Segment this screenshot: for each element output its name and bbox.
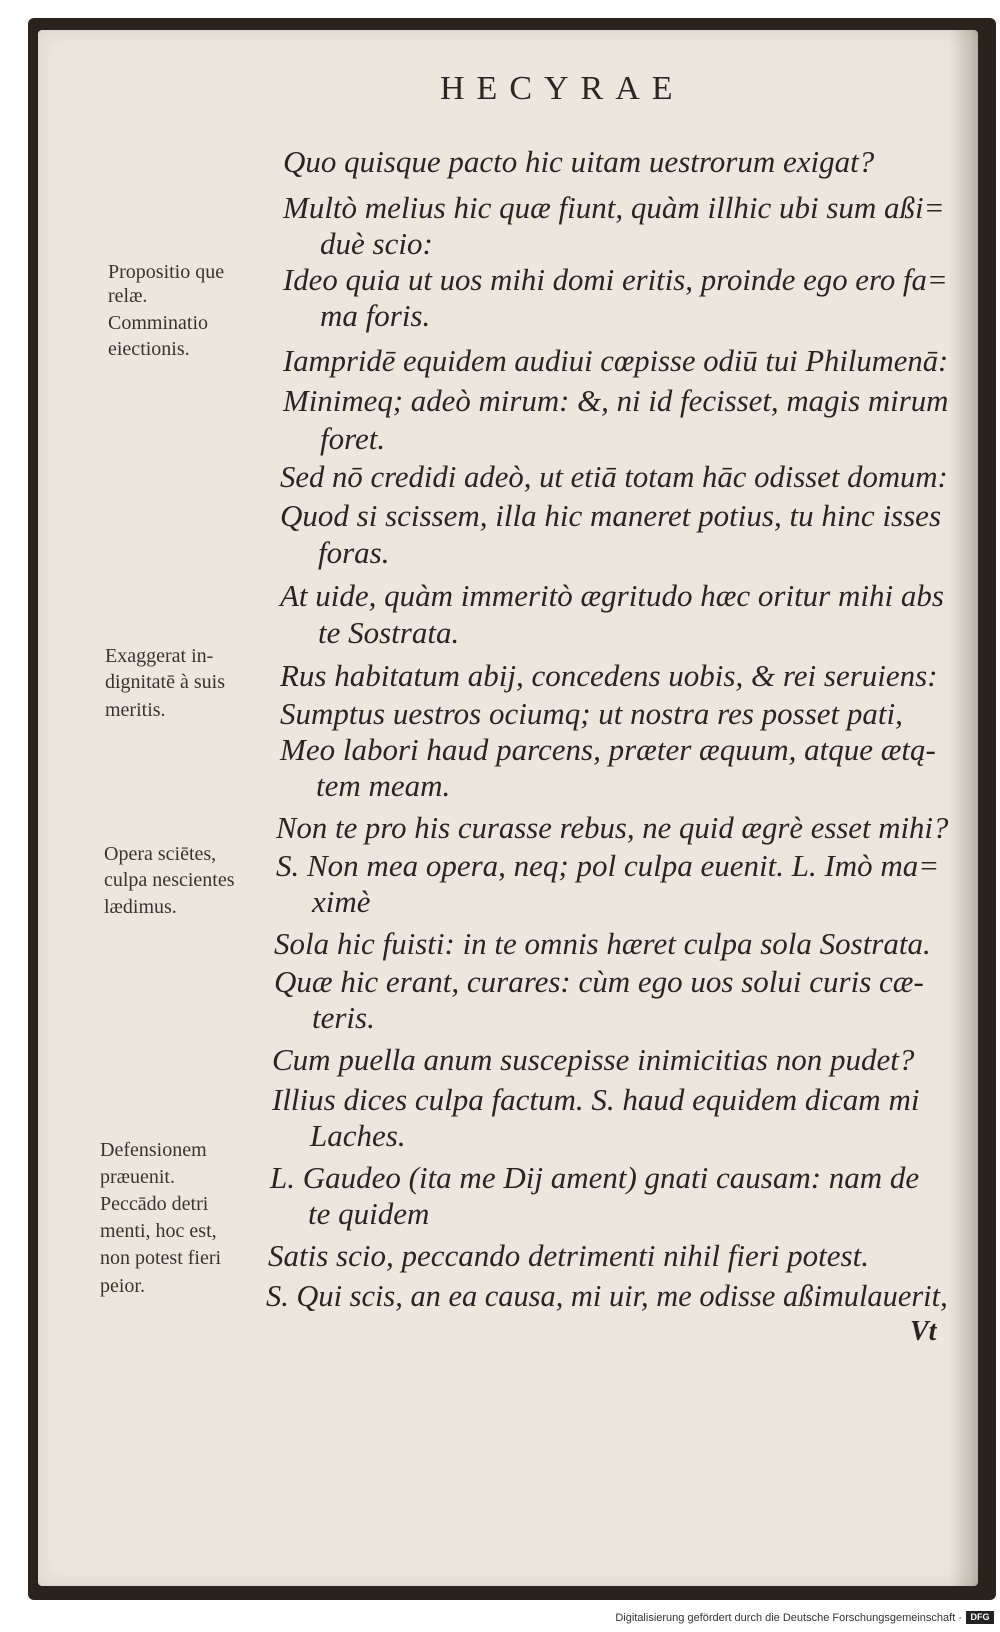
text-line: Quo quisque pacto hic uitam uestrorum exigat? [283, 144, 875, 179]
text-line: foret. [320, 421, 386, 456]
dfg-logo: DFG [966, 1611, 994, 1624]
text-line: Sola hic fuisti: in te omnis hæret culpa sola Sostrata. [274, 926, 931, 961]
text-line: S. Non mea opera, neq; pol culpa euenit. L. Imò ma= [276, 848, 940, 883]
text-line: te Sostrata. [318, 615, 460, 650]
margin-note: eiectionis. [108, 338, 190, 360]
text-line: Cum puella anum suscepisse inimicitias non pudet? [272, 1042, 915, 1077]
text-line: Non te pro his curasse rebus, ne quid ægrè esset mihi? [276, 810, 949, 845]
catchword: Vt [910, 1316, 937, 1347]
text-line: Rus habitatum abij, concedens uobis, & rei seruiens: [280, 658, 938, 693]
margin-note: lædimus. [104, 896, 177, 918]
text-line: Sumptus uestros ociumq; ut nostra res posset pati, [280, 696, 903, 731]
margin-note: Exaggerat in- [105, 645, 214, 667]
margin-note: dignitatē à suis [105, 671, 225, 693]
margin-note: culpa nescientes [104, 869, 235, 891]
margin-note: peior. [100, 1275, 145, 1297]
margin-note: relæ. [108, 285, 148, 307]
text-line: tem meam. [316, 768, 451, 803]
text-line: Laches. [310, 1118, 406, 1153]
text-line: teris. [312, 1000, 375, 1035]
margin-note: Defensionem [100, 1139, 207, 1161]
page-shadow [948, 30, 978, 1586]
text-line: ma foris. [320, 298, 431, 333]
margin-note: Comminatio [108, 312, 208, 334]
text-line: Quæ hic erant, curares: cùm ego uos solui curis cæ- [274, 964, 924, 999]
text-line: Iampridē equidem audiui cœpisse odiū tui Philumenā: [283, 343, 949, 378]
text-line: te quidem [308, 1196, 430, 1231]
text-line: L. Gaudeo (ita me Dij ament) gnati causam: nam de [270, 1160, 920, 1195]
margin-note: præuenit. [100, 1166, 175, 1188]
text-line: At uide, quàm immeritò ægritudo hæc oritur mihi abs [280, 578, 944, 613]
text-line: Meo labori haud parcens, præter æquum, atque ætą- [280, 732, 936, 767]
text-line: Sed nō credidi adeò, ut etiā totam hāc odisset domum: [280, 459, 948, 494]
funding-credit: Digitalisierung gefördert durch die Deutsche Forschungsgemeinschaft · [615, 1612, 962, 1624]
text-line: duè scio: [320, 226, 433, 261]
margin-note: Opera sciētes, [104, 843, 217, 865]
text-line: Ideo quia ut uos mihi domi eritis, proinde ego ero fa= [283, 262, 948, 297]
running-head: HECYRAE [440, 70, 685, 107]
margin-note: Peccādo detri [100, 1193, 209, 1215]
text-line: foras. [318, 535, 390, 570]
margin-note: meritis. [105, 699, 166, 721]
text-line: ximè [312, 884, 371, 919]
margin-note: Propositio que [108, 261, 225, 283]
text-line: Illius dices culpa factum. S. haud equidem dicam mi [272, 1082, 920, 1117]
text-line: Quod si scissem, illa hic maneret potius, tu hinc isses [280, 498, 942, 533]
margin-note: non potest fieri [100, 1247, 222, 1269]
margin-note: menti, hoc est, [100, 1220, 217, 1242]
text-line: Minimeq; adeò mirum: &, ni id fecisset, magis mirum [283, 383, 949, 418]
text-line: S. Qui scis, an ea causa, mi uir, me odisse aßimulauerit, [266, 1278, 948, 1313]
text-line: Multò melius hic quæ fiunt, quàm illhic ubi sum aßi= [283, 190, 945, 225]
text-line: Satis scio, peccando detrimenti nihil fieri potest. [268, 1238, 869, 1273]
